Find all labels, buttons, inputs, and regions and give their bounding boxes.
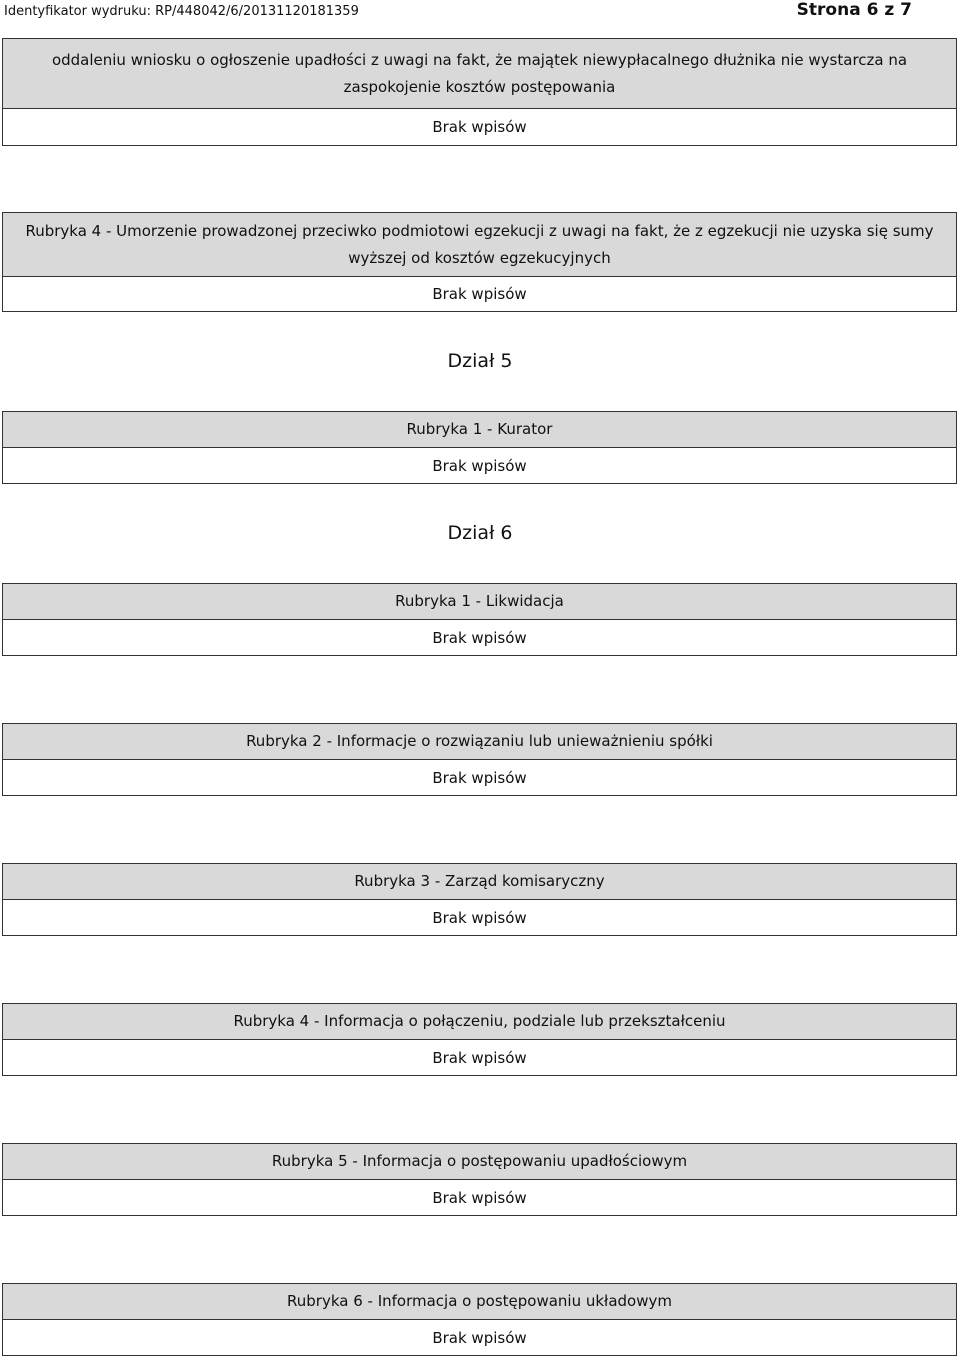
rubric-block [2, 411, 957, 484]
rubric-title: Rubryka 1 - Likwidacja [3, 584, 956, 620]
rubric-title: Rubryka 6 - Informacja o postępowaniu układowym [3, 1284, 956, 1320]
rubric-title: Rubryka 2 - Informacje o rozwiązaniu lub unieważnieniu spółki [3, 724, 956, 760]
rubric-title: Rubryka 1 - Kurator [3, 412, 956, 448]
rubric-block [2, 583, 957, 656]
rubric-value: Brak wpisów [432, 908, 527, 927]
page-number: Strona 6 z 7 [796, 0, 912, 20]
rubric-value: Brak wpisów [432, 768, 527, 787]
rubric-value: Brak wpisów [432, 628, 527, 647]
rubric-block [2, 723, 957, 796]
section-heading: Dział 5 [447, 350, 513, 372]
rubric-title: Rubryka 4 - Umorzenie prowadzonej przeciwko podmiotowi egzekucji z uwagi na fakt, że z egzekucji nie uzyska się sumy wyższej od kosztów egzekucyjnych [3, 213, 956, 277]
rubric-value: Brak wpisów [432, 1188, 527, 1207]
rubric-value: Brak wpisów [432, 1328, 527, 1347]
rubric-block [2, 212, 957, 312]
rubric-value: Brak wpisów [432, 456, 527, 475]
print-identifier: Identyfikator wydruku: RP/448042/6/20131120181359 [4, 4, 359, 19]
rubric-value: Brak wpisów [432, 1048, 527, 1067]
rubric-title: Rubryka 5 - Informacja o postępowaniu upadłościowym [3, 1144, 956, 1180]
rubric-title: oddaleniu wniosku o ogłoszenie upadłości z uwagi na fakt, że majątek niewypłacalnego dłużnika nie wystarcza na zaspokojenie kosztów postępowania [3, 39, 956, 109]
rubric-title: Rubryka 3 - Zarząd komisaryczny [3, 864, 956, 900]
rubric-block [2, 1283, 957, 1356]
rubric-title: Rubryka 4 - Informacja o połączeniu, podziale lub przekształceniu [3, 1004, 956, 1040]
rubric-value: Brak wpisów [432, 285, 527, 303]
rubric-value: Brak wpisów [432, 118, 527, 136]
rubric-block [2, 1143, 957, 1216]
rubric-block [2, 863, 957, 936]
section-heading: Dział 6 [447, 522, 513, 544]
rubric-block [2, 1003, 957, 1076]
rubric-block [2, 38, 957, 146]
